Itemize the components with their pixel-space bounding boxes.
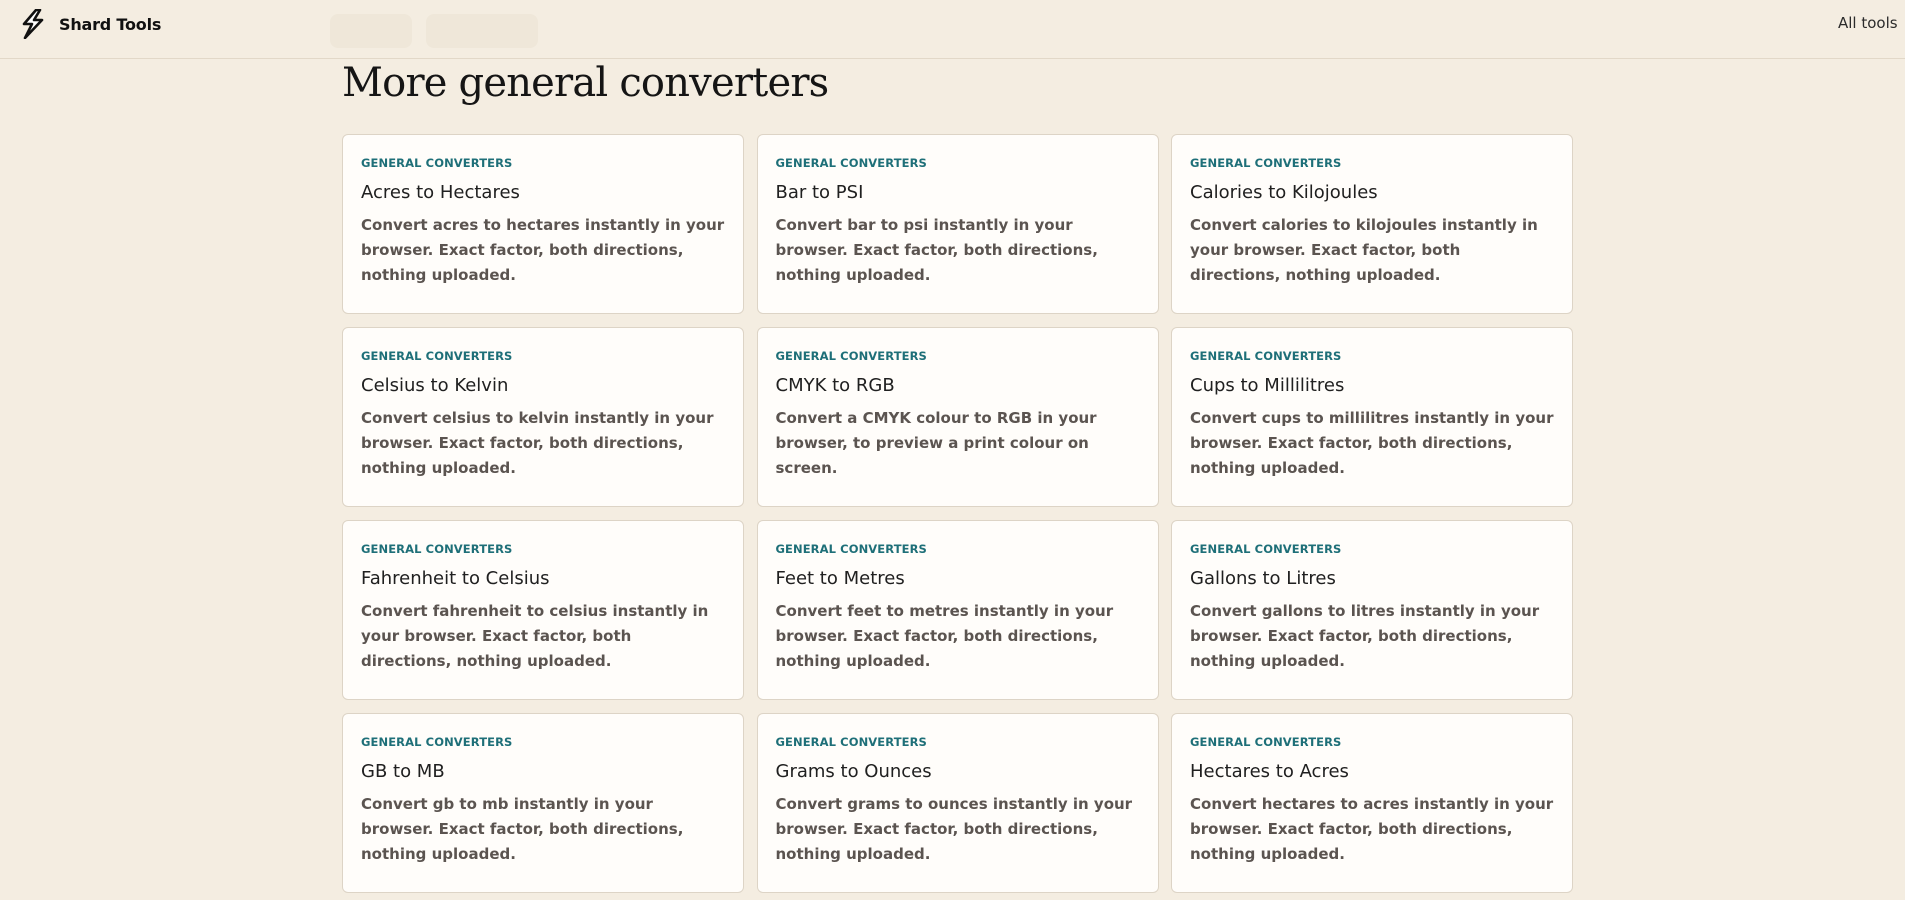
faded-nav-placeholder bbox=[330, 14, 412, 48]
card-title: Feet to Metres bbox=[775, 568, 905, 589]
card-description: Convert calories to kilojoules instantly in your browser. Exact factor, both directions, nothing uploaded. bbox=[1190, 216, 1538, 284]
card-description: Convert gallons to litres instantly in your browser. Exact factor, both directions, nothing uploaded. bbox=[1190, 602, 1540, 670]
card-description: Convert cups to millilitres instantly in your browser. Exact factor, both directions, nothing uploaded. bbox=[1190, 409, 1554, 477]
card-category-label: GENERAL CONVERTERS bbox=[1190, 156, 1342, 170]
card-title: Acres to Hectares bbox=[361, 182, 520, 203]
tool-card-bar-to-psi[interactable] bbox=[757, 134, 1159, 314]
card-description: Convert feet to metres instantly in your browser. Exact factor, both directions, nothing uploaded. bbox=[775, 602, 1114, 670]
card-category-label: GENERAL CONVERTERS bbox=[361, 735, 513, 749]
card-title: Grams to Ounces bbox=[775, 761, 932, 782]
converter-card-grid bbox=[342, 134, 1573, 893]
card-title: Fahrenheit to Celsius bbox=[361, 568, 550, 589]
card-title: Gallons to Litres bbox=[1190, 568, 1336, 589]
card-description: Convert fahrenheit to celsius instantly in your browser. Exact factor, both directions, nothing uploaded. bbox=[361, 602, 709, 670]
faded-nav-placeholder bbox=[426, 14, 538, 48]
card-description: Convert acres to hectares instantly in your browser. Exact factor, both directions, nothing uploaded. bbox=[361, 216, 725, 284]
brand-name: Shard Tools bbox=[59, 14, 162, 34]
card-category-label: GENERAL CONVERTERS bbox=[361, 156, 513, 170]
top-navigation-bar bbox=[0, 0, 1905, 59]
lightning-logo-icon bbox=[20, 9, 46, 39]
tool-card-acres-to-hectares[interactable] bbox=[342, 134, 744, 314]
card-category-label: GENERAL CONVERTERS bbox=[361, 542, 513, 556]
card-title: Bar to PSI bbox=[775, 182, 864, 203]
tool-card-celsius-to-kelvin[interactable] bbox=[342, 327, 744, 507]
card-category-label: GENERAL CONVERTERS bbox=[361, 349, 513, 363]
card-title: Celsius to Kelvin bbox=[361, 375, 509, 396]
tool-card-gallons-to-litres[interactable] bbox=[1171, 520, 1573, 700]
card-category-label: GENERAL CONVERTERS bbox=[1190, 542, 1342, 556]
brand-home-link[interactable] bbox=[20, 9, 161, 39]
card-title: CMYK to RGB bbox=[775, 375, 895, 396]
card-title: Cups to Millilitres bbox=[1190, 375, 1345, 396]
tool-card-cups-to-millilitres[interactable] bbox=[1171, 327, 1573, 507]
tool-card-calories-to-kilojoules[interactable] bbox=[1171, 134, 1573, 314]
card-category-label: GENERAL CONVERTERS bbox=[775, 156, 927, 170]
card-description: Convert hectares to acres instantly in your browser. Exact factor, both directions, nothing uploaded. bbox=[1190, 795, 1554, 863]
tool-card-feet-to-metres[interactable] bbox=[757, 520, 1159, 700]
card-title: GB to MB bbox=[361, 761, 445, 782]
card-description: Convert celsius to kelvin instantly in your browser. Exact factor, both directions, nothing uploaded. bbox=[361, 409, 714, 477]
card-description: Convert bar to psi instantly in your browser. Exact factor, both directions, nothing uploaded. bbox=[775, 216, 1098, 284]
tool-card-cmyk-to-rgb[interactable] bbox=[757, 327, 1159, 507]
card-title: Hectares to Acres bbox=[1190, 761, 1349, 782]
card-description: Convert grams to ounces instantly in your browser. Exact factor, both directions, nothing uploaded. bbox=[775, 795, 1133, 863]
card-title: Calories to Kilojoules bbox=[1190, 182, 1378, 203]
card-category-label: GENERAL CONVERTERS bbox=[775, 542, 927, 556]
card-category-label: GENERAL CONVERTERS bbox=[1190, 735, 1342, 749]
card-category-label: GENERAL CONVERTERS bbox=[775, 735, 927, 749]
section-title: More general converters bbox=[342, 60, 829, 106]
tool-card-gb-to-mb[interactable] bbox=[342, 713, 744, 893]
tool-card-hectares-to-acres[interactable] bbox=[1171, 713, 1573, 893]
card-category-label: GENERAL CONVERTERS bbox=[1190, 349, 1342, 363]
tool-card-fahrenheit-to-celsius[interactable] bbox=[342, 520, 744, 700]
tool-card-grams-to-ounces[interactable] bbox=[757, 713, 1159, 893]
all-tools-link[interactable]: All tools bbox=[1838, 14, 1898, 32]
card-description: Convert gb to mb instantly in your browser. Exact factor, both directions, nothing uploaded. bbox=[361, 795, 684, 863]
card-description: Convert a CMYK colour to RGB in your browser, to preview a print colour on screen. bbox=[775, 409, 1097, 477]
card-category-label: GENERAL CONVERTERS bbox=[775, 349, 927, 363]
